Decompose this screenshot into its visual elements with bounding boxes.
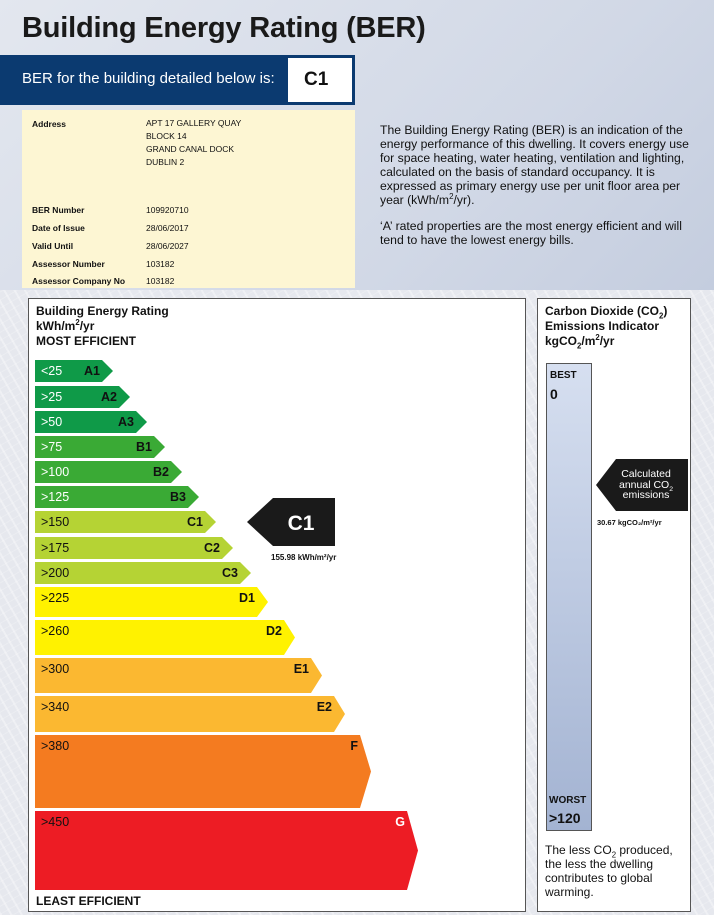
rating-band-range: >75 (41, 440, 63, 454)
assessor-number-label: Assessor Number (32, 259, 105, 269)
co2-worst-label: WORST (549, 795, 587, 806)
rating-band-range: >50 (41, 415, 63, 429)
address-line: BLOCK 14 (146, 131, 187, 141)
assessor-number-value: 103182 (146, 259, 175, 269)
date-of-issue-value: 28/06/2017 (146, 223, 189, 233)
rating-band-d1 (35, 587, 268, 617)
co2-unit-sup: 2 (595, 333, 600, 342)
co2-marker-text: annual CO (619, 478, 670, 491)
date-of-issue-label: Date of Issue (32, 223, 85, 233)
description-text: The Building Energy Rating (BER) is an indication of the energy performance of this dwelling. It covers energy use for space heating, water heating, ventilation and lighting, calculated on the basis of standard occupancy. It is expressed as primary energy use per unit floor area per year (kWh/m (380, 123, 689, 207)
rating-band-grade: B2 (153, 465, 169, 479)
co2-value: 30.67 kgCO₂/m²/yr (597, 518, 662, 527)
rating-band-grade: A3 (118, 415, 134, 429)
rating-band-range: >200 (41, 566, 70, 580)
co2-unit-text: kgCO (545, 334, 578, 348)
co2-title-line-2: Emissions Indicator (545, 319, 660, 333)
rating-band-grade: A1 (84, 364, 100, 378)
rating-band-range: <25 (41, 364, 63, 378)
rating-band-grade: B3 (170, 490, 186, 504)
scale-unit-text: kWh/m (36, 319, 76, 333)
rating-band-grade: D1 (239, 591, 255, 605)
address-line: APT 17 GALLERY QUAY (146, 118, 242, 128)
rating-band-range: >125 (41, 490, 70, 504)
co2-note (545, 843, 690, 899)
description-paragraph (380, 123, 702, 207)
rating-band-grade: B1 (136, 440, 152, 454)
rating-banner-value: C1 (304, 69, 329, 90)
rating-band-range: >450 (41, 815, 70, 829)
scale-unit-end: /yr (79, 319, 95, 333)
ber-number-value: 109920710 (146, 205, 189, 215)
rating-band-g (35, 811, 418, 890)
co2-marker-label (606, 469, 686, 501)
co2-worst-value: >120 (549, 810, 581, 826)
rating-band-f (35, 735, 371, 808)
description-paragraph-2: ‘A’ rated properties are the most energy efficient and will tend to have the lowest energy bills. (380, 219, 682, 247)
rating-band-grade: G (395, 815, 405, 829)
co2-best-label: BEST (550, 370, 577, 381)
rating-band-e2 (35, 696, 345, 732)
most-efficient-label: MOST EFFICIENT (36, 334, 136, 348)
co2-unit (545, 334, 667, 349)
rating-banner-label: BER for the building detailed below is: (22, 70, 275, 87)
co2-title-sub: 2 (659, 311, 664, 321)
current-rating-value: 155.98 kWh/m²/yr (271, 553, 337, 562)
address-line: DUBLIN 2 (146, 157, 185, 167)
co2-scale-bar (546, 363, 592, 831)
rating-band-grade: C2 (204, 541, 220, 555)
co2-title-text: Carbon Dioxide (CO (545, 304, 660, 318)
rating-band-range: >100 (41, 465, 70, 479)
address-label: Address (32, 119, 67, 129)
energy-rating-scale-panel (28, 298, 526, 912)
rating-band-grade: F (350, 739, 358, 753)
co2-marker-line-3: emissions (622, 489, 670, 501)
co2-unit-mid: /m (581, 334, 596, 348)
co2-best-value: 0 (550, 386, 558, 402)
co2-unit-end: /yr (599, 334, 615, 348)
description-superscript: 2 (449, 191, 454, 201)
page-title: Building Energy Rating (BER) (22, 12, 426, 44)
assessor-company-label: Assessor Company No (32, 276, 126, 286)
rating-band-range: >225 (41, 591, 70, 605)
co2-unit-sub: 2 (577, 341, 582, 351)
building-details-panel (22, 110, 355, 288)
description-text-end: /yr). (453, 193, 475, 207)
ber-number-label: BER Number (32, 205, 85, 215)
rating-banner-value-box (288, 58, 352, 102)
valid-until-label: Valid Until (32, 241, 74, 251)
rating-band-grade: E1 (293, 662, 309, 676)
ber-description (380, 123, 702, 259)
co2-title-end: ) (663, 304, 668, 318)
rating-band-d2 (35, 620, 295, 655)
rating-band-range: >150 (41, 515, 70, 529)
rating-band-grade: C1 (187, 515, 203, 529)
assessor-company-value: 103182 (146, 276, 175, 286)
valid-until-value: 28/06/2027 (146, 241, 189, 251)
co2-marker-sub: 2 (669, 485, 673, 493)
scale-title-line: Building Energy Rating (36, 304, 169, 318)
rating-band-grade: C3 (222, 566, 238, 580)
address-line: GRAND CANAL DOCK (146, 144, 235, 154)
rating-band-range: >340 (41, 700, 70, 714)
rating-band-range: >260 (41, 624, 70, 638)
co2-indicator-panel (537, 298, 691, 912)
co2-note-end: produced, the less the dwelling contributes to global warming. (545, 843, 673, 899)
co2-marker-line: Calculated (621, 468, 671, 480)
least-efficient-label: LEAST EFFICIENT (36, 894, 141, 908)
co2-note-sub: 2 (611, 850, 617, 860)
rating-band-range: >25 (41, 390, 63, 404)
rating-band-e1 (35, 658, 322, 693)
co2-title (545, 304, 667, 349)
rating-banner (0, 55, 355, 105)
rating-band-range: >175 (41, 541, 70, 555)
rating-band-grade: A2 (101, 390, 117, 404)
scale-unit-sup: 2 (75, 318, 80, 327)
rating-band-grade: E2 (316, 700, 332, 714)
current-rating-grade: C1 (287, 512, 315, 535)
co2-note-text: The less CO (545, 843, 612, 857)
rating-band-range: >380 (41, 739, 70, 753)
co2-title-line (545, 304, 667, 319)
rating-band-range: >300 (41, 662, 70, 676)
rating-band-grade: D2 (266, 624, 282, 638)
rating-bands-chart (29, 299, 525, 911)
